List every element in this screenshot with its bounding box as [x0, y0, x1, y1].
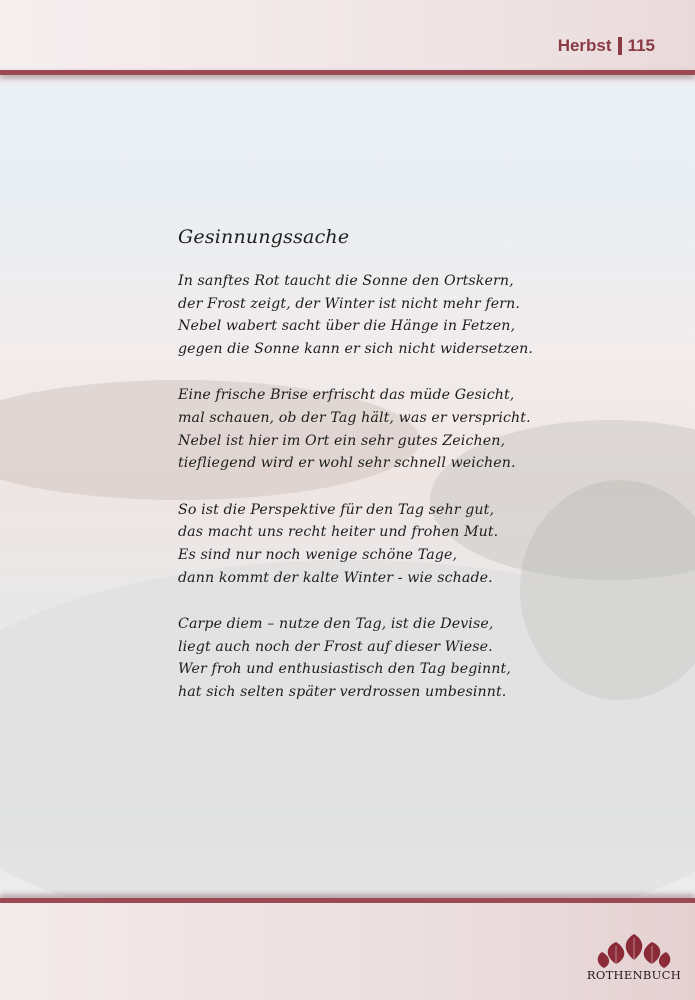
header-separator [618, 37, 622, 55]
poem-line: Es sind nur noch wenige schöne Tage, [178, 546, 458, 563]
poem-line: dann kommt der kalte Winter - wie schade. [178, 569, 493, 586]
running-header [558, 36, 655, 56]
leaf-emblem-icon [594, 930, 674, 970]
poem-title: Gesinnungssache [178, 226, 350, 248]
poem-line: das macht uns recht heiter und frohen Mut. [178, 524, 499, 541]
stanza [178, 384, 618, 474]
top-rule [0, 70, 695, 75]
poem-line: gegen die Sonne kann er sich nicht widersetzen. [178, 340, 534, 357]
section-title: Herbst [557, 36, 612, 55]
poem-line: mal schauen, ob der Tag hält, was er verspricht. [178, 409, 531, 426]
poem-line: Nebel wabert sacht über die Hänge in Fetzen, [178, 318, 516, 335]
logo-text: ROTHENBUCH [586, 968, 682, 982]
poem-line: tiefliegend wird er wohl sehr schnell weichen. [178, 455, 516, 472]
stanza [178, 613, 618, 703]
poem-line: der Frost zeigt, der Winter ist nicht mehr fern. [178, 295, 520, 312]
rothenbuch-logo [584, 930, 684, 995]
poem-line: Nebel ist hier im Ort ein sehr gutes Zeichen, [178, 432, 506, 449]
poem [178, 226, 618, 728]
stanza [178, 499, 618, 589]
page-number: 115 [627, 36, 655, 55]
poem-line: Carpe diem – nutze den Tag, ist die Devise, [178, 616, 494, 633]
poem-line: Wer froh und enthusiastisch den Tag beginnt, [178, 661, 511, 678]
poem-line: In sanftes Rot taucht die Sonne den Ortskern, [178, 273, 514, 289]
stanza [178, 270, 618, 360]
poem-line: So ist die Perspektive für den Tag sehr gut, [178, 501, 495, 518]
poem-line: liegt auch noch der Frost auf dieser Wiese. [178, 638, 493, 655]
poem-line: Eine frische Brise erfrischt das müde Gesicht, [178, 387, 515, 404]
poem-line: hat sich selten später verdrossen umbesinnt. [178, 683, 507, 700]
header-band [0, 0, 695, 70]
